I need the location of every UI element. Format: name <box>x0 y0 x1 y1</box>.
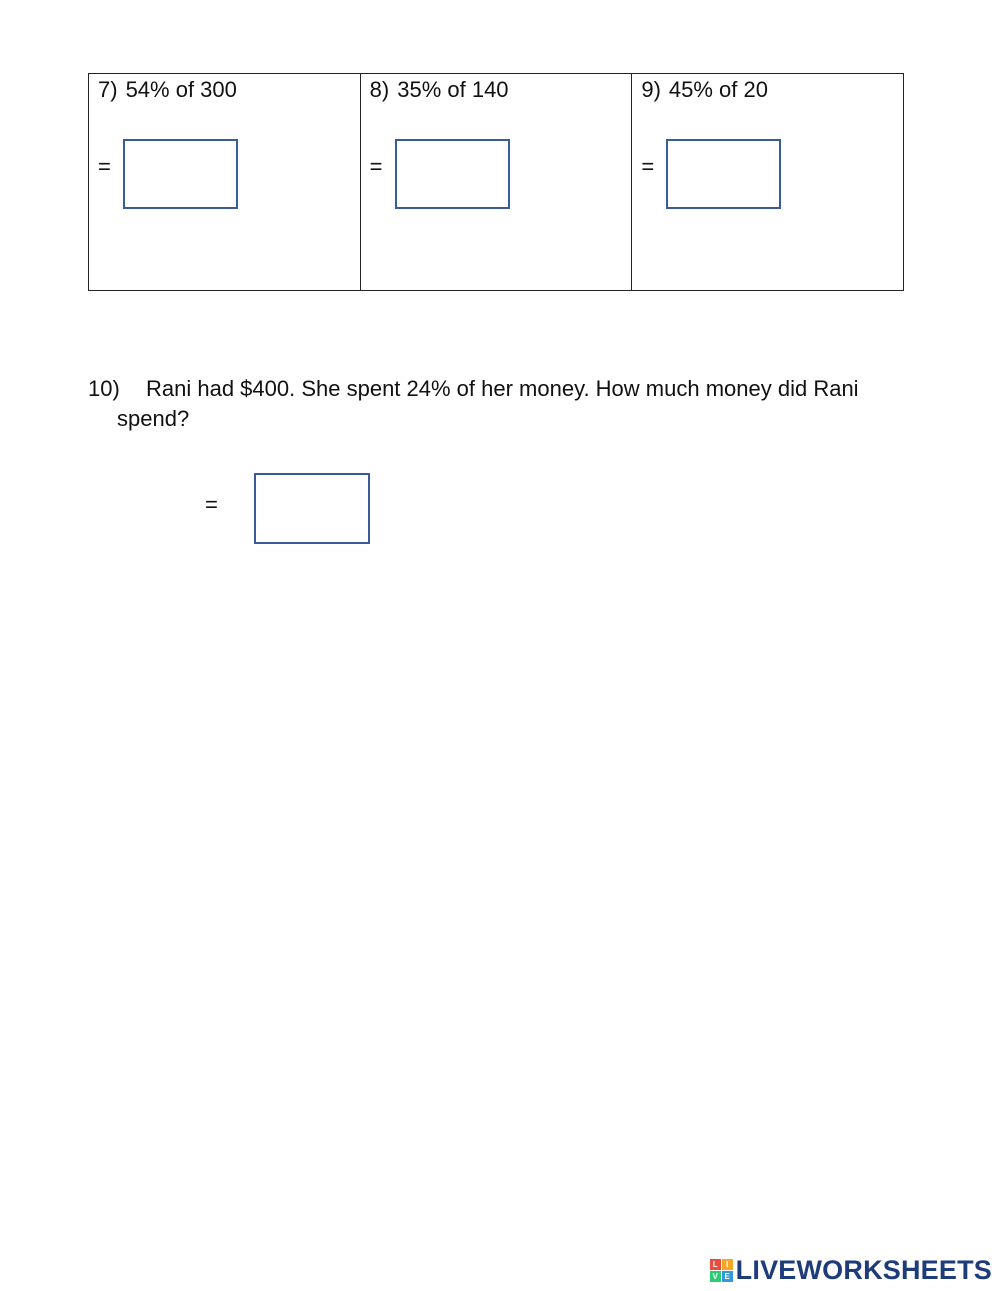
word-problem-line-2: spend? <box>117 406 190 431</box>
equals-sign: = <box>205 492 218 517</box>
word-problem-line-1 <box>88 374 918 404</box>
liveworksheets-logo <box>710 1255 992 1285</box>
word-problem-number: 10) <box>88 376 120 401</box>
problem-text: 35% of 140 <box>397 77 509 102</box>
problem-text: 54% of 300 <box>125 77 237 102</box>
logo-letter: I <box>722 1259 733 1270</box>
answer-input-8[interactable] <box>395 139 510 209</box>
problem-cell-9 <box>631 74 903 290</box>
word-problem-text: Rani had $400. She spent 24% of her money. How much money did Rani <box>146 376 859 401</box>
answer-input-9[interactable] <box>666 139 781 209</box>
answer-input-7[interactable] <box>123 139 238 209</box>
logo-letter: E <box>722 1271 733 1282</box>
problem-label <box>370 77 509 103</box>
problem-label <box>641 77 768 103</box>
logo-letter: V <box>710 1271 721 1282</box>
answer-input-10[interactable] <box>254 473 370 544</box>
problem-number: 9) <box>641 77 661 102</box>
problem-text: 45% of 20 <box>668 77 768 102</box>
logo-letter: L <box>710 1259 721 1270</box>
problem-cell-8 <box>360 74 632 290</box>
brand-logo-icon <box>710 1259 733 1282</box>
equals-sign: = <box>98 154 111 179</box>
word-problem-10 <box>88 374 918 434</box>
problem-label <box>98 77 237 103</box>
brand-text: LIVEWORKSHEETS <box>735 1255 992 1285</box>
problem-table <box>88 73 904 291</box>
problem-cell-7 <box>89 74 360 290</box>
problem-number: 8) <box>369 77 390 102</box>
equals-sign: = <box>369 154 383 179</box>
equals-sign: = <box>641 154 655 179</box>
problem-number: 7) <box>98 77 118 102</box>
